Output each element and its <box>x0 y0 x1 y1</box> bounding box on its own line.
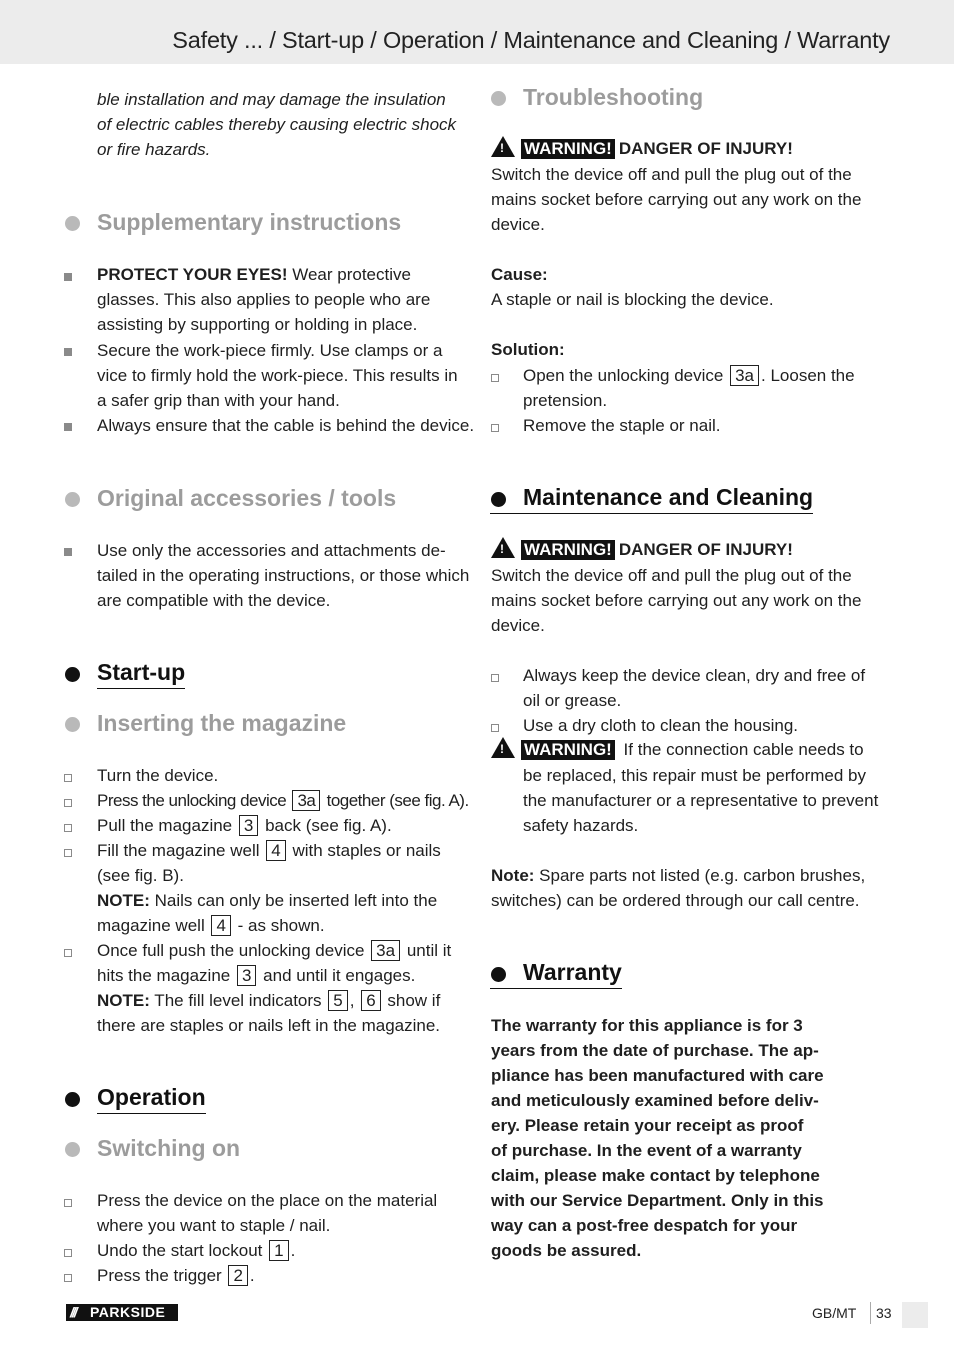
part-ref: 3 <box>237 965 256 986</box>
header-title: Safety ... / Start-up / Operation / Maintenance and Cleaning / Warranty <box>172 27 890 53</box>
section-bullet-icon <box>65 216 80 231</box>
step: Press the unlocking device 3a together (see fig. A). <box>97 791 469 810</box>
text-line: the manufacturer or a representative to prevent <box>523 791 879 810</box>
parkside-logo: /// PARKSIDE <box>66 1304 178 1321</box>
list-item-line: glasses. This also applies to people who are <box>97 290 431 309</box>
note-line: magazine well 4 - as shown. <box>97 916 325 935</box>
heading-operation: Operation <box>97 1084 206 1114</box>
intro-line: ble installation and may damage the insulation <box>97 90 446 109</box>
solution-step-line: pretension. <box>523 391 608 410</box>
part-ref: 3a <box>292 790 320 811</box>
intro-line: or fire hazards. <box>97 140 211 159</box>
step-line: (see fig. B). <box>97 866 184 885</box>
text-line: be replaced, this repair must be performed by <box>523 766 867 785</box>
warning-line <box>491 136 793 161</box>
section-bullet-icon <box>65 492 80 507</box>
checkbox-bullet-icon <box>64 824 72 832</box>
heading-switching-on: Switching on <box>97 1135 241 1161</box>
part-ref: 6 <box>361 990 380 1011</box>
note: NOTE: Nails can only be inserted left into the <box>97 891 438 910</box>
list-item-line: Secure the work-piece firmly. Use clamps or a <box>97 341 443 360</box>
list-item-line: a safer grip than with your hand. <box>97 391 340 410</box>
heading-maintenance: Maintenance and Cleaning <box>523 484 813 514</box>
step: Fill the magazine well 4 with staples or nails <box>97 841 441 860</box>
warranty-line: and meticulously examined before deliv- <box>491 1091 819 1110</box>
text-line: safety hazards. <box>523 816 639 835</box>
list-item-line: Use only the accessories and attachments de- <box>97 541 446 560</box>
warning-line: ! WARNING! If the connection cable needs to <box>491 737 864 762</box>
checkbox-bullet-icon <box>491 424 499 432</box>
warning-label: WARNING! <box>521 139 615 159</box>
warning-triangle-icon: ! <box>491 737 515 758</box>
list-item-line: are compatible with the device. <box>97 591 331 610</box>
footer-divider <box>870 1302 871 1324</box>
heading-accessories: Original accessories / tools <box>97 485 397 511</box>
part-ref: 3a <box>730 365 759 386</box>
list-item: Always keep the device clean, dry and free of <box>523 666 866 685</box>
section-bullet-icon <box>65 667 80 682</box>
checkbox-bullet-icon <box>491 674 499 682</box>
part-ref: 1 <box>269 1240 288 1261</box>
part-ref: 4 <box>266 840 285 861</box>
heading-supplementary: Supplementary instructions <box>97 209 402 235</box>
checkbox-bullet-icon <box>64 1249 72 1257</box>
text-line: device. <box>491 616 545 635</box>
cause-label: Cause: <box>491 265 548 284</box>
part-ref: 2 <box>228 1265 247 1286</box>
checkbox-bullet-icon <box>64 799 72 807</box>
note-line: switches) can be ordered through our call centre. <box>491 891 860 910</box>
note: Note: Spare parts not listed (e.g. carbon brushes, <box>491 866 866 885</box>
checkbox-bullet-icon <box>491 724 499 732</box>
solution-step: Remove the staple or nail. <box>523 416 721 435</box>
warranty-line: pliance has been manufactured with care <box>491 1066 824 1085</box>
page-header <box>0 0 954 64</box>
solution-step: Open the unlocking device 3a . Loosen the <box>523 366 855 385</box>
text-line: mains socket before carrying out any work on the <box>491 591 862 610</box>
warranty-line: years from the date of purchase. The ap- <box>491 1041 819 1060</box>
list-item <box>97 262 411 287</box>
list-item: Always ensure that the cable is behind the device. <box>97 416 475 435</box>
warning-label: WARNING! <box>521 540 615 560</box>
section-bullet-icon <box>491 91 506 106</box>
heading-warranty: Warranty <box>523 959 622 989</box>
step: Press the trigger 2 . <box>97 1266 255 1285</box>
warranty-line: claim, please make contact by telephone <box>491 1166 820 1185</box>
heading-inserting-magazine: Inserting the magazine <box>97 710 347 736</box>
text-line: Switch the device off and pull the plug out of the <box>491 165 852 184</box>
bullet-square-icon <box>64 348 72 356</box>
text-line: Switch the device off and pull the plug out of the <box>491 566 852 585</box>
warning-label: WARNING! <box>521 740 615 760</box>
part-ref: 5 <box>328 990 347 1011</box>
list-item-line: vice to firmly hold the work-piece. This results in <box>97 366 458 385</box>
checkbox-bullet-icon <box>64 1199 72 1207</box>
checkbox-bullet-icon <box>64 849 72 857</box>
step: Pull the magazine 3 back (see fig. A). <box>97 816 392 835</box>
section-bullet-icon <box>491 492 506 507</box>
text: Wear protective <box>287 265 411 284</box>
bullet-square-icon <box>64 273 72 281</box>
section-bullet-icon <box>65 717 80 732</box>
list-item-line: tailed in the operating instructions, or those which <box>97 566 470 585</box>
intro-line: of electric cables thereby causing electric shock <box>97 115 457 134</box>
list-item-line: oil or grease. <box>523 691 622 710</box>
checkbox-bullet-icon <box>64 1274 72 1282</box>
step: Press the device on the place on the material <box>97 1191 438 1210</box>
warranty-line: with our Service Department. Only in this <box>491 1191 824 1210</box>
part-ref: 3a <box>371 940 400 961</box>
warning-title: DANGER OF INJURY! <box>618 540 793 559</box>
bullet-square-icon <box>64 548 72 556</box>
solution-label: Solution: <box>491 340 565 359</box>
text-line: mains socket before carrying out any work on the <box>491 190 862 209</box>
warning-triangle-icon: ! <box>491 136 515 157</box>
cause-text: A staple or nail is blocking the device. <box>491 290 774 309</box>
step-line: hits the magazine 3 and until it engages. <box>97 966 416 985</box>
list-item-line: assisting by supporting or holding in place. <box>97 315 418 334</box>
note-line: there are staples or nails left in the magazine. <box>97 1016 441 1035</box>
list-item: Use a dry cloth to clean the housing. <box>523 716 798 735</box>
note: NOTE: The fill level indicators 5 , 6 show if <box>97 991 441 1010</box>
section-bullet-icon <box>65 1142 80 1157</box>
warranty-line: way can a post-free despatch for your <box>491 1216 798 1235</box>
warranty-line: goods be assured. <box>491 1241 642 1260</box>
heading-startup: Start-up <box>97 659 185 689</box>
warning-line <box>491 537 793 562</box>
bullet-square-icon <box>64 423 72 431</box>
checkbox-bullet-icon <box>491 374 499 382</box>
heading-underline <box>490 513 523 514</box>
step: Turn the device. <box>97 766 219 785</box>
warranty-line: ery. Please retain your receipt as proof <box>491 1116 804 1135</box>
warranty-line: of purchase. In the event of a warranty <box>491 1141 802 1160</box>
country-code: GB/MT <box>812 1305 857 1321</box>
heading-underline <box>490 988 523 989</box>
part-ref: 4 <box>211 915 230 936</box>
step: Undo the start lockout 1 . <box>97 1241 296 1260</box>
section-bullet-icon <box>491 967 506 982</box>
warranty-line: The warranty for this appliance is for 3 <box>491 1016 803 1035</box>
step-line: where you want to staple / nail. <box>97 1216 331 1235</box>
heading-troubleshooting: Troubleshooting <box>523 84 704 110</box>
section-bullet-icon <box>65 1092 80 1107</box>
part-ref: 3 <box>239 815 258 836</box>
text-line: device. <box>491 215 545 234</box>
checkbox-bullet-icon <box>64 774 72 782</box>
warning-triangle-icon: ! <box>491 537 515 558</box>
checkbox-bullet-icon <box>64 949 72 957</box>
step: Once full push the unlocking device 3a until it <box>97 941 452 960</box>
footer-tab <box>902 1302 928 1328</box>
emphasis: PROTECT YOUR EYES! <box>97 265 288 284</box>
warning-title: DANGER OF INJURY! <box>618 139 793 158</box>
page-number: 33 <box>876 1305 892 1321</box>
